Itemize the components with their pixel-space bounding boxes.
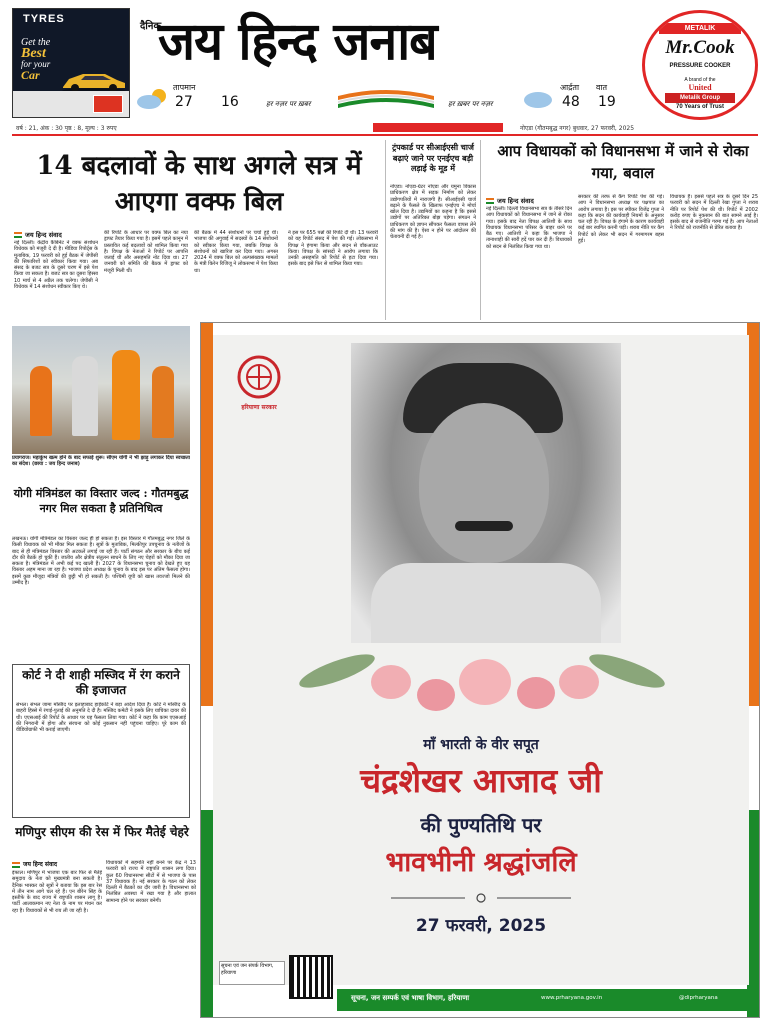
flag-icon [12, 862, 20, 868]
temperature-label: तापमान [173, 83, 196, 92]
mrcook-brand: Mr.Cook [665, 37, 735, 58]
mrcook-group-2: United [688, 83, 712, 92]
lead-col-4: ने इस पर 655 पन्नों की रिपोर्ट दी थी। 13 फरवरी को यह रिपोर्ट संसद में पेश की गई। लोकसभा में विपक्ष ने हंगामा किया और सदन से वॉकआउट किया। विपक्ष के सांसदों ने आरोप लगाया कि उनकी असहमति को रिपोर्ट से हटा दिया गया। इसके बाद इसे फिर से शामिल किया गया। [288, 230, 378, 268]
garland-leaves-left [296, 648, 378, 694]
slogan-right: हर ख़बर पर नज़र [448, 100, 493, 108]
manipur-byline [12, 860, 92, 868]
tribute-date: 27 फरवरी, 2025 [415, 916, 547, 936]
mrcook-top-banner: METALIK [659, 23, 741, 34]
col-divider [385, 140, 386, 320]
aap-byline-text: जय हिन्द संवाद [497, 197, 534, 205]
tribute-ad[interactable] [200, 322, 760, 1018]
mrcook-group-1: A brand of the [684, 77, 716, 83]
court-headline[interactable]: कोर्ट ने दी शाही मस्जिद में रंग कराने की इजाजत [22, 668, 180, 697]
aap-col-1: नई दिल्ली। दिल्ली विधानसभा सत्र के तीसरे दिन आप विधायकों को विधानसभा में जाने से रोका गया। इसके बाद नेता विपक्ष आतिशी के साथ विधायक विधानसभा परिसर के बाहर धरने पर बैठ गए। आतिशी ने कहा कि भाजपा ने तानाशाही की सारी हदें पार कर दी हैं। विधायकों को सदन से निलंबित किया गया था। [486, 206, 572, 250]
tyres-tagline-4: Car [21, 68, 40, 82]
garland-leaves-right [586, 648, 668, 694]
trump-body: नोएडा। नोएडा-ग्रेटर नोएडा और यमुना विकास प्राधिकरण क्षेत्र में सड़क निर्माण को लेकर उद्योगपतियों में नाराजगी है। सीआईएसी चार्ज बढ़ाने के फैसले के खिलाफ एनईएच ने मोर्चा खोल दिया है। उद्यमियों का कहना है कि इससे उद्योगों पर अतिरिक्त बोझ पड़ेगा। संगठन ने प्राधिकरण को ज्ञापन सौंपकर फैसला वापस लेने की मांग की है। ऐसा न होने पर आंदोलन की चेतावनी दी गई है। [390, 184, 476, 241]
tyres-tagline-2: Best [21, 46, 46, 61]
lead-col-2: की रिपोर्ट के आधार पर वक्फ बिल का नया ड्राफ्ट तैयार किया गया है। इसमें पहले कानून में प्रस्तावित कई बदलावों को शामिल किया गया है। विपक्ष के नेताओं ने रिपोर्ट पर आपत्ति जताई थी और असहमति नोट दिया था। 27 जनवरी को समिति की बैठक में ड्राफ्ट को मंजूरी मिली थी। [104, 230, 188, 274]
aap-headline[interactable]: आप विधायकों को विधानसभा में जाने से रोका गया, बवाल [497, 142, 749, 182]
photo-person-3 [112, 350, 140, 440]
temperature-max: 27 [175, 94, 193, 110]
rose-5 [559, 665, 599, 699]
qr-code[interactable] [289, 955, 333, 999]
lead-byline [14, 230, 94, 239]
center-red-bar [373, 123, 503, 132]
haryana-emblem-icon [235, 353, 283, 401]
photo-person-4 [152, 366, 174, 438]
mrcook-group-3: Metalik Group [665, 93, 735, 103]
manipur-col-1: इंफाल। मणिपुर में भाजपा एक बार फिर से मैतेई समुदाय के नेता को मुख्यमंत्री बना सकती है। दैनिक भास्कर को सूत्रों ने बताया कि इस बार रेस में तीन नाम आगे चल रहे हैं। एन बीरेन सिंह के इस्तीफे के बाद राज्य में राष्ट्रपति शासन लागू है। पार्टी आलाकमान नए नेता के नाम पर मंथन कर रहा है। विधायकों से भी राय ली जा रही है। [12, 870, 102, 914]
lead-col-3: की बैठक में 44 संशोधनों पर चर्चा हुई थी। भाजपा की अगुवाई में सदस्यों के 14 संशोधनों को स्वीकार किया गया, जबकि विपक्ष के संशोधनों को खारिज कर दिया गया। अगस्त 2024 में वक्फ बिल को अल्पसंख्यक मामलों के मंत्री किरेन रिजिजू ने लोकसभा में पेश किया था। [194, 230, 278, 274]
ad-left-tyres[interactable] [12, 8, 130, 118]
rose-3 [459, 659, 511, 705]
weather-left [133, 80, 243, 120]
wind-value: 19 [598, 94, 616, 110]
tyres-tagline-3: for your [21, 59, 51, 69]
yogi-headline[interactable]: योगी मंत्रिमंडल का विस्तार जल्द : गौतमबुद्ध नगर मिल सकता है प्रतिनिधित्व [13, 487, 189, 515]
tyres-logo-badge [93, 95, 123, 113]
ad-right-mrcook[interactable] [642, 10, 758, 120]
tribute-line-4: भावभीनी श्रद्धांजलि [385, 847, 577, 878]
tribute-footer-text: सूचना, जन सम्पर्क एवं भाषा विभाग, हरियाणा [351, 994, 470, 1002]
tricolor-swoosh [336, 86, 436, 110]
tyres-brand: TYRES [23, 13, 65, 25]
temperature-min: 16 [221, 94, 239, 110]
masthead-prefix: दैनिक [140, 21, 162, 32]
rose-4 [517, 677, 555, 709]
date-line: नोएडा (गौतमबुद्ध नगर) बुधवार, 27 फरवरी, 2025 [520, 125, 635, 132]
lead-col-1: नई दिल्ली। केंद्रीय कैबिनेट ने वक्फ संशोधन विधेयक को मंजूरी दे दी है। मीडिया रिपोर्ट्स के मुताबिक, 19 फरवरी को हुई बैठक में जेपीसी की सिफारिशों को स्वीकार किया गया। अब संसद के बजट सत्र के दूसरे चरण में इसे पेश किया जा सकता है। बजट सत्र का दूसरा हिस्सा 10 मार्च से 4 अप्रैल तक चलेगा। जेपीसी ने विधेयक में 14 संशोधन स्वीकार किए थे। [14, 240, 98, 291]
flag-icon [14, 232, 22, 238]
aap-col-2: सरकार की तरफ से कैग रिपोर्ट पेश की गई। आप ने विधानसभा अध्यक्ष पर पक्षपात का आरोप लगाया है। इस पर स्पीकर विजेंद्र गुप्ता ने कहा कि सदन की कार्यवाही नियमों के अनुसार चल रही है। विपक्ष के हंगामे के कारण कार्यवाही कई बार स्थगित करनी पड़ी। शराब नीति पर कैग रिपोर्ट को लेकर भी सदन में गरमागरम बहस हुई। [578, 194, 664, 245]
top-rule [12, 134, 758, 136]
rose-1 [371, 665, 411, 699]
flag-icon [486, 198, 494, 204]
portrait-moustache [455, 521, 513, 531]
tyres-tagline-1: Get the [21, 37, 51, 48]
rose-2 [417, 679, 455, 711]
yogi-body: लखनऊ। योगी मंत्रिमंडल का विस्तार जल्द ही हो सकता है। इस विस्तार में गौतमबुद्ध नगर जिले के किसी विधायक को भी मौका मिल सकता है। सूत्रों के मुताबिक, मिल्कीपुर उपचुनाव के नतीजों के बाद से ही मंत्रिमंडल विस्तार की अटकलें लगाई जा रही हैं। पार्टी संगठन और सरकार के बीच कई दौर की बैठकें हो चुकी हैं। जातीय और क्षेत्रीय संतुलन साधने के लिए नए चेहरों को मौका दिया जा सकता है। मंत्रिमंडल में अभी कई पद खाली हैं। 2027 के विधानसभा चुनाव को देखते हुए यह विस्तार अहम माना जा रहा है। भाजपा प्रदेश अध्यक्ष के चुनाव के बाद इस पर अंतिम फैसला होगा। इसमें कुछ मौजूदा मंत्रियों की छुट्टी भी हो सकती है। पश्चिमी यूपी को खास तवज्जो मिलने की उम्मीद है। [12, 536, 190, 587]
qr-note: सूचना एवं जन संपर्क विभाग, हरियाणा [219, 961, 285, 985]
social-handle[interactable]: @diprharyana [679, 995, 718, 1001]
decorative-divider [391, 891, 571, 905]
aap-col-3: विधायक हैं। इससे पहले सत्र के दूसरे दिन 25 फरवरी को सदन में दिल्ली रेखा गुप्ता ने शराब नीति पर रिपोर्ट पेश की थी। रिपोर्ट में 2002 करोड़ रुपए के नुकसान की बात सामने आई है। इसके बाद से राजनीति गरमा गई है। आप नेताओं ने रिपोर्ट को राजनीति से प्रेरित बताया है। [670, 194, 758, 232]
wind-label: वात [596, 83, 608, 92]
govt-label: हरियाणा सरकार [241, 404, 277, 411]
humidity-value: 48 [562, 94, 580, 110]
photo-caption: प्रयागराज। महाकुंभ खत्म होने के बाद सफाई शुरू। सीएम योगी ने भी झाड़ू लगाकर दिया स्वच्छता का संदेश। (छाया : जय हिन्द जनाब) [12, 455, 190, 468]
manipur-headline[interactable]: मणिपुर सीएम की रेस में फिर मैतेई चेहरे [15, 825, 189, 839]
tribute-line-3: की पुण्यतिथि पर [420, 813, 542, 837]
website-link[interactable]: www.prharyana.gov.in [541, 995, 603, 1001]
weather-right [520, 80, 638, 120]
trump-headline[interactable]: ट्रंपकार्ड पर सीआईएसी चार्ज बढ़ाएं जाने पर एनईएच बड़ी लड़ाई के मूड में [392, 142, 474, 173]
portrait-face [419, 403, 549, 563]
flower-garland [297, 631, 667, 721]
tribute-name: चंद्रशेखर आजाद जी [360, 761, 602, 800]
cloud-icon [520, 84, 560, 114]
slogan-left: हर नज़र पर ख़बर [266, 100, 311, 108]
photo-person-1 [30, 366, 52, 436]
aap-byline [486, 196, 566, 205]
mrcook-sub: PRESSURE COOKER [669, 63, 731, 69]
manipur-col-2: विधायकों में सहमति नहीं बनने पर केंद्र ने 13 फरवरी को राज्य में राष्ट्रपति शासन लगा दिया। कुल 60 विधानसभा सीटों में से भाजपा के पास 37 विधायक हैं। नई सरकार के गठन को लेकर दिल्ली में बैठकों का दौर जारी है। विधानसभा को निलंबित अवस्था में रखा गया है और हालात सामान्य होने पर सरकार बनेगी। [106, 860, 196, 904]
news-photo-mahakumbh[interactable] [12, 326, 190, 454]
tribute-line-1: माँ भारती के वीर सपूत [423, 737, 539, 753]
col-divider-2 [480, 140, 481, 320]
issue-info: वर्ष : 21, अंक : 30 पृष्ठ : 8, मूल्य : 3 रुपए [16, 125, 117, 132]
cloud-sun-icon [133, 84, 173, 114]
court-body: संभल। संभल जामा मस्जिद पर इलाहाबाद हाईकोर्ट ने बड़ा आदेश दिया है। कोर्ट ने मस्जिद के बाहरी हिस्से में रंगाई-पुताई की अनुमति दे दी है। मस्जिद कमेटी ने इसके लिए याचिका दायर की थी। एएसआई की रिपोर्ट के आधार पर यह फैसला लिया गया। कोर्ट ने कहा कि काम एएसआई की निगरानी में होगा और संरचना को कोई नुकसान नहीं पहुंचना चाहिए। पूरे काम की वीडियोग्राफी भी कराई जाएगी। [16, 702, 186, 734]
mrcook-group-4: 70 Years of Trust [676, 104, 724, 110]
portrait-photo [351, 343, 621, 643]
photo-person-2 [72, 356, 98, 436]
masthead-title: जय हिन्द जनाब [158, 12, 437, 72]
manipur-byline-text: जय हिन्द संवाद [23, 861, 58, 868]
lead-byline-text: जय हिन्द संवाद [25, 231, 62, 239]
humidity-label: आर्द्रता [560, 83, 580, 92]
lead-headline[interactable]: 14 बदलावों के साथ अगले सत्र में आएगा वक्फ बिल [36, 151, 362, 217]
